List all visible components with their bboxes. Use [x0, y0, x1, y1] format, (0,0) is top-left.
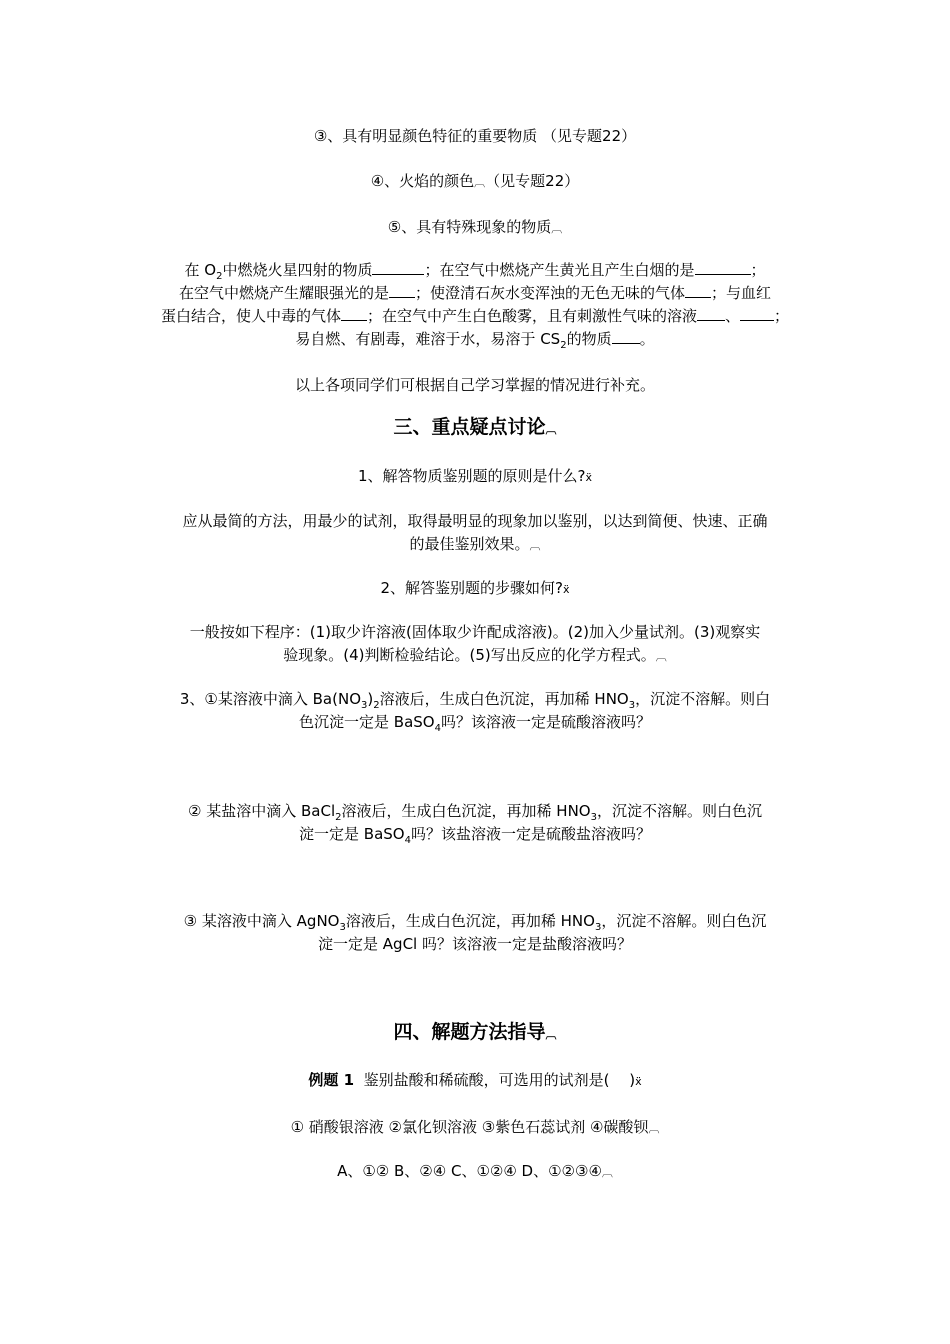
formula: HNO — [594, 690, 629, 708]
paragraph-mark-icon: ︹ — [551, 222, 563, 235]
text-span: ，沉淀不溶解。则白 — [635, 690, 771, 708]
paragraph-mark-icon: ︹ — [601, 1166, 613, 1179]
text-span: 溶液后，生成白色沉淀，再加稀 — [379, 690, 590, 708]
example-label: 例题 1 — [308, 1071, 355, 1089]
answer-blank[interactable] — [740, 306, 774, 321]
subscript: 3 — [361, 700, 368, 711]
question-3-1-line-1 — [0, 688, 950, 711]
answer-2-line-1 — [0, 621, 950, 644]
text-span: 蛋白结合，使人中毒的气体 — [160, 307, 341, 325]
subscript: 3 — [594, 922, 602, 933]
answer-blank[interactable] — [341, 306, 367, 321]
item-4-ref: （见专题22） — [485, 172, 580, 190]
question-3-3-line-1 — [0, 910, 950, 933]
question-3-2-line-1 — [0, 800, 950, 823]
item-3 — [0, 125, 950, 148]
text-span: ，沉淀不溶解。则白色沉 — [601, 912, 767, 930]
text-span: 易自燃、有剧毒，难溶于水，易溶于 — [295, 330, 536, 348]
text-span: ；在空气中产生白色酸雾，且有刺激性气味的溶液 — [366, 307, 697, 325]
text-span: 色沉淀一定是 — [299, 713, 390, 731]
item-4 — [0, 170, 950, 194]
supplement-note — [0, 374, 950, 397]
paragraph-mark-icon: ︹ — [655, 650, 667, 663]
paragraph-line-3 — [0, 305, 950, 328]
text-span: 中燃烧火星四射的物质 — [222, 261, 373, 279]
formula: BaSO — [393, 713, 435, 731]
subscript: 2 — [216, 271, 223, 282]
subscript: 4 — [404, 835, 411, 846]
text-span: ；使澄清石灰水变浑浊的无色无味的气体 — [414, 284, 685, 302]
formula: ) — [367, 690, 374, 708]
formula: AgNO — [296, 912, 340, 930]
text-span: 。 — [639, 330, 655, 348]
section-4-title — [0, 1019, 950, 1048]
text-span: 吗？该盐溶液一定是硫酸盐溶液吗？ — [410, 825, 651, 843]
item-3-text: ③、具有明显颜色特征的重要物质 （见专题22） — [313, 127, 637, 145]
text-span: 、 — [725, 307, 741, 325]
question-3-3-line-2 — [0, 933, 950, 956]
text-span: 在空气中燃烧产生耀眼强光的是 — [178, 284, 389, 302]
answer-blank[interactable] — [695, 260, 751, 275]
answer-2-text-2: 验现象。(4)判断检验结论。(5)写出反应的化学方程式。 — [283, 646, 656, 664]
text-span: ； — [774, 307, 790, 325]
answer-1-text-1: 应从最简的方法，用最少的试剂，取得最明显的现象加以鉴别，以达到简便、快速、正确 — [182, 512, 768, 530]
text-span: ，沉淀不溶解。则白色沉 — [596, 802, 762, 820]
paragraph-mark-icon: ︹ — [474, 176, 486, 189]
formula: HNO — [556, 802, 591, 820]
subscript: 2 — [373, 700, 380, 711]
text-span: 吗？该溶液一定是盐酸溶液吗？ — [422, 935, 633, 953]
subscript: 2 — [560, 340, 567, 351]
question-3-2-line-2 — [0, 823, 950, 846]
section-3-title — [0, 414, 950, 443]
example-choices — [0, 1160, 950, 1184]
formula: HNO — [560, 912, 595, 930]
formula: AgCl — [382, 935, 418, 953]
answer-2-text-1: 一般按如下程序：(1)取少许溶液(固体取少许配成溶液)。(2)加入少量试剂。(3)观察实 — [189, 623, 761, 641]
answer-1-text-2: 的最佳鉴别效果。 — [409, 535, 530, 553]
section-3-title-text: 三、重点疑点讨论 — [393, 416, 546, 438]
answer-2-line-2 — [0, 644, 950, 668]
text-span: 淀一定是 — [317, 935, 378, 953]
formula: CS — [540, 330, 561, 348]
options-text: ① 硝酸银溶液 ②氯化钡溶液 ③紫色石蕊试剂 ④碳酸钡 — [290, 1118, 649, 1136]
question-1-text: 1、解答物质鉴别题的原则是什么? — [357, 467, 586, 485]
text-span: 的物质 — [566, 330, 612, 348]
paragraph-line-2 — [0, 282, 950, 305]
text-span: 溶液后，生成白色沉淀，再加稀 — [345, 912, 556, 930]
text-span: 淀一定是 — [299, 825, 360, 843]
format-mark-icon: ẍ — [563, 583, 570, 596]
subscript: 2 — [335, 812, 342, 823]
text-span: ；在空气中燃烧产生黄光且产生白烟的是 — [424, 261, 695, 279]
text-span: 溶液后，生成白色沉淀，再加稀 — [341, 802, 552, 820]
text-span: 3、①某溶液中滴入 — [179, 690, 308, 708]
subscript: 3 — [339, 922, 346, 933]
question-3-1-line-2 — [0, 711, 950, 734]
format-mark-icon: ẍ — [585, 471, 593, 484]
formula: Ba(NO — [312, 690, 362, 708]
question-1 — [0, 465, 950, 489]
answer-blank[interactable] — [685, 283, 711, 298]
format-mark-icon: ẍ — [635, 1075, 642, 1088]
text-span: ② 某盐溶中滴入 — [188, 802, 297, 820]
text-span: ； — [750, 261, 766, 279]
answer-blank[interactable] — [697, 306, 725, 321]
paragraph-mark-icon: ︹ — [648, 1122, 660, 1135]
text-span: 在 — [184, 261, 200, 279]
question-2 — [0, 577, 950, 601]
question-2-text: 2、解答鉴别题的步骤如何? — [380, 579, 563, 597]
paragraph-line-1 — [0, 259, 950, 282]
answer-blank[interactable] — [612, 329, 640, 344]
paragraph-mark-icon: ︹ — [529, 539, 541, 552]
subscript: 3 — [628, 700, 636, 711]
subscript: 3 — [590, 812, 597, 823]
example-text: 鉴别盐酸和稀硫酸，可选用的试剂是( ) — [363, 1071, 636, 1089]
paragraph-line-4 — [0, 328, 950, 351]
answer-1-line-1 — [0, 510, 950, 533]
item-5 — [0, 216, 950, 240]
paragraph-mark-icon: ︹ — [545, 1028, 557, 1041]
paragraph-mark-icon: ︹ — [545, 423, 557, 436]
answer-1-line-2 — [0, 533, 950, 557]
text-span: 吗？该溶液一定是硫酸溶液吗？ — [440, 713, 651, 731]
example-1 — [0, 1069, 950, 1093]
answer-blank[interactable] — [389, 283, 415, 298]
text-span: ③ 某溶液中滴入 — [183, 912, 292, 930]
example-options — [0, 1116, 950, 1140]
formula: BaCl — [301, 802, 336, 820]
formula: BaSO — [363, 825, 405, 843]
section-4-title-text: 四、解题方法指导 — [393, 1021, 546, 1043]
choices-text: A、①② B、②④ C、①②④ D、①②③④ — [337, 1162, 602, 1180]
item-5-text: ⑤、具有特殊现象的物质 — [387, 218, 552, 236]
subscript: 4 — [434, 723, 441, 734]
item-4-text: ④、火焰的颜色 — [370, 172, 475, 190]
formula: O — [204, 261, 217, 279]
supplement-text: 以上各项同学们可根据自己学习掌握的情况进行补充。 — [294, 376, 655, 394]
answer-blank[interactable] — [372, 260, 424, 275]
text-span: ；与血红 — [711, 284, 772, 302]
